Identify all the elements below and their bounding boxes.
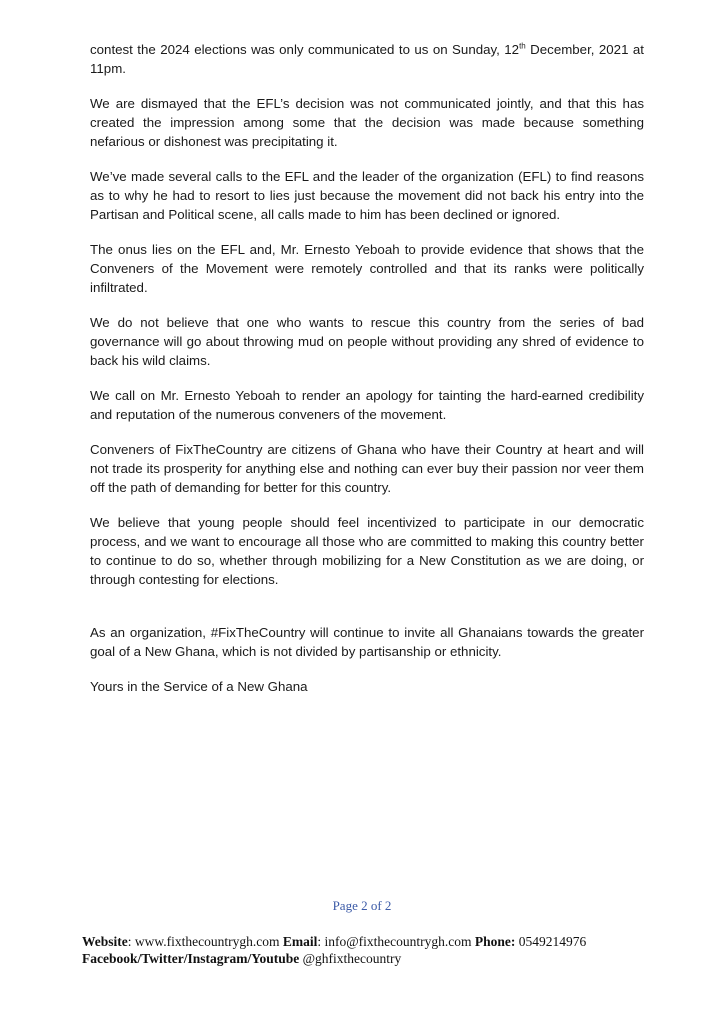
ordinal-suffix: th <box>519 41 526 51</box>
phone-value: 0549214976 <box>515 934 587 949</box>
social-handle: @ghfixthecountry <box>299 951 402 966</box>
paragraph-1-text-end: December, 2021 at 11pm. <box>90 42 644 76</box>
paragraph-8: We believe that young people should feel incentivized to participate in our democratic process, and we want to encourage all those who are committed to making this country better to continue to do so, whether through mobilizing for a New Constitution as we are doing, or through contesting for elections. <box>90 515 644 587</box>
social-label: Facebook/Twitter/Instagram/Youtube <box>82 951 300 966</box>
footer-contact-line <box>82 933 682 950</box>
paragraph-7: Conveners of FixTheCountry are citizens of Ghana who have their Country at heart and will not trade its prosperity for anything else and nothing can ever buy their passion nor veer them off the path of demanding for better for this country. <box>90 442 644 495</box>
page-number: Page 2 of 2 <box>332 898 392 913</box>
website-label: Website <box>82 934 128 949</box>
phone-label: Phone: <box>474 934 516 949</box>
website-value: : www.fixthecountrygh.com <box>127 934 283 949</box>
paragraph-3: We’ve made several calls to the EFL and the leader of the organization (EFL) to find reasons as to why he had to resort to lies just because the movement did not back his entry into the Partisan and Political scene, all calls made to him has been declined or ignored. <box>90 169 644 222</box>
contact-footer <box>82 933 682 967</box>
paragraph-2: We are dismayed that the EFL’s decision was not communicated jointly, and that this has created the impression among some that the decision was made because something nefarious or dishonest was precipitating it. <box>90 96 644 149</box>
paragraph-1-text: contest the 2024 elections was only communicated to us on Sunday, 12 <box>90 42 520 57</box>
paragraph-4: The onus lies on the EFL and, Mr. Ernesto Yeboah to provide evidence that shows that the Conveners of the Movement were remotely controlled and that its ranks were politically infiltrated. <box>90 242 644 295</box>
paragraph-5: We do not believe that one who wants to rescue this country from the series of bad governance will go about throwing mud on people without providing any shred of evidence to back his wild claims. <box>90 315 644 368</box>
paragraph-6: We call on Mr. Ernesto Yeboah to render an apology for tainting the hard-earned credibility and reputation of the numerous conveners of the movement. <box>90 388 644 422</box>
paragraph-9: As an organization, #FixTheCountry will continue to invite all Ghanaians towards the greater goal of a New Ghana, which is not divided by partisanship or ethnicity. <box>90 625 644 659</box>
footer-social-line <box>82 950 682 967</box>
paragraph-1 <box>90 40 644 78</box>
email-label: Email <box>282 934 318 949</box>
sign-off: Yours in the Service of a New Ghana <box>90 679 308 694</box>
letter-body <box>90 40 644 712</box>
email-value: : info@fixthecountrygh.com <box>317 934 475 949</box>
